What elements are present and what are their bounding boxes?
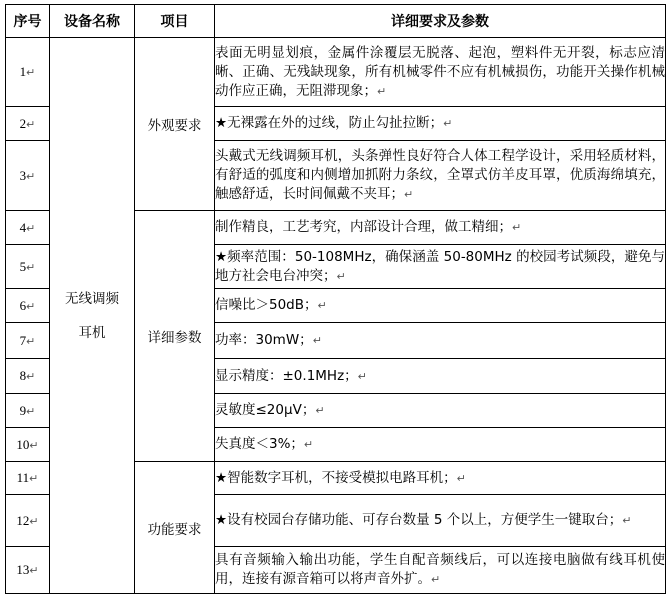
cell-end-mark: ↵ <box>26 335 36 348</box>
row-seq: 7↵ <box>6 323 50 359</box>
cell-end-mark: ↵ <box>377 84 387 98</box>
cell-end-mark: ↵ <box>357 369 367 383</box>
table-row <box>6 38 666 107</box>
cell-end-mark: ↵ <box>26 170 36 183</box>
row-seq: 9↵ <box>6 394 50 428</box>
row-detail: 具有音频输入输出功能，学生自配音频线后，可以连接电脑做有线耳机使用，连接有源音箱可以将声音外扩。↵ <box>215 547 666 594</box>
row-detail: 显示精度：±0.1MHz；↵ <box>215 359 666 394</box>
cell-end-mark: ↵ <box>312 334 322 347</box>
category-function: 功能要求 <box>135 462 215 594</box>
cell-end-mark: ↵ <box>622 514 632 527</box>
cell-end-mark: ↵ <box>29 515 39 528</box>
cell-end-mark: ↵ <box>26 222 36 235</box>
row-seq: 8↵ <box>6 359 50 394</box>
requirements-table <box>5 4 666 594</box>
row-detail: ★无裸露在外的过线，防止勾扯拉断；↵ <box>215 107 666 141</box>
device-name-line1: 无线调频 <box>65 290 119 307</box>
cell-end-mark: ↵ <box>29 565 39 577</box>
row-detail: 表面无明显划痕，金属件涂覆层无脱落、起泡，塑料件无开裂，标志应清晰、正确、无残缺现象，所有机械零件不应有机械损伤，功能开关操作机械动作应正确，无阻滞现象；↵ <box>215 38 666 107</box>
cell-end-mark: ↵ <box>26 118 36 131</box>
device-name-line2: 耳机 <box>78 324 106 341</box>
header-row <box>6 5 666 38</box>
row-seq: 12↵ <box>6 495 50 547</box>
row-seq: 6↵ <box>6 289 50 323</box>
row-detail: 信噪比＞50dB；↵ <box>215 289 666 323</box>
row-detail: ★设有校园台存储功能、可存台数量 5 个以上，方便学生一键取台；↵ <box>215 495 666 547</box>
category-appearance: 外观要求 <box>135 38 215 211</box>
cell-end-mark: ↵ <box>512 221 522 234</box>
cell-end-mark: ↵ <box>404 188 414 201</box>
row-detail: 头戴式无线调频耳机，头条弹性良好符合人体工程学设计，采用轻质材料，有舒适的弧度和内侧增加抓附力条纹，全罩式仿羊皮耳罩，优质海绵填充，触感舒适，长时间佩戴不夹耳；↵ <box>215 141 666 211</box>
cell-end-mark: ↵ <box>26 261 36 274</box>
row-seq: 4↵ <box>6 211 50 245</box>
cell-end-mark: ↵ <box>303 438 314 451</box>
row-detail: 失真度＜3%；↵ <box>215 428 666 462</box>
cell-end-mark: ↵ <box>317 299 327 312</box>
cell-end-mark: ↵ <box>29 439 39 452</box>
header-seq: 序号 <box>6 5 50 38</box>
header-item: 项目 <box>135 5 215 38</box>
cell-end-mark: ↵ <box>456 471 466 485</box>
row-seq: 3↵ <box>6 141 50 211</box>
row-seq: 1↵ <box>6 38 50 107</box>
row-detail: 制作精良，工艺考究，内部设计合理，做工精细；↵ <box>215 211 666 245</box>
row-seq: 2↵ <box>6 107 50 141</box>
category-parameters: 详细参数 <box>135 211 215 462</box>
cell-end-mark: ↵ <box>29 473 39 485</box>
header-detail: 详细要求及参数 <box>215 5 666 38</box>
row-detail: 功率：30mW；↵ <box>215 323 666 359</box>
row-seq: 13↵ <box>6 547 50 594</box>
row-seq: 10↵ <box>6 428 50 462</box>
device-name-cell <box>50 38 135 594</box>
cell-end-mark: ↵ <box>315 404 325 417</box>
row-seq: 5↵ <box>6 245 50 289</box>
cell-end-mark: ↵ <box>26 300 36 313</box>
cell-end-mark: ↵ <box>26 405 36 418</box>
cell-end-mark: ↵ <box>26 371 36 383</box>
cell-end-mark: ↵ <box>336 269 346 283</box>
cell-end-mark: ↵ <box>431 573 441 586</box>
row-seq: 11↵ <box>6 462 50 495</box>
cell-end-mark: ↵ <box>443 117 453 130</box>
row-detail: ★频率范围：50-108MHz，确保涵盖 50-80MHz 的校园考试频段，避免与地方社会电台冲突；↵ <box>215 245 666 289</box>
cell-end-mark: ↵ <box>26 67 36 79</box>
header-device-name: 设备名称 <box>50 5 135 38</box>
row-detail: 灵敏度≤20μV；↵ <box>215 394 666 428</box>
row-detail: ★智能数字耳机，不接受模拟电路耳机；↵ <box>215 462 666 495</box>
